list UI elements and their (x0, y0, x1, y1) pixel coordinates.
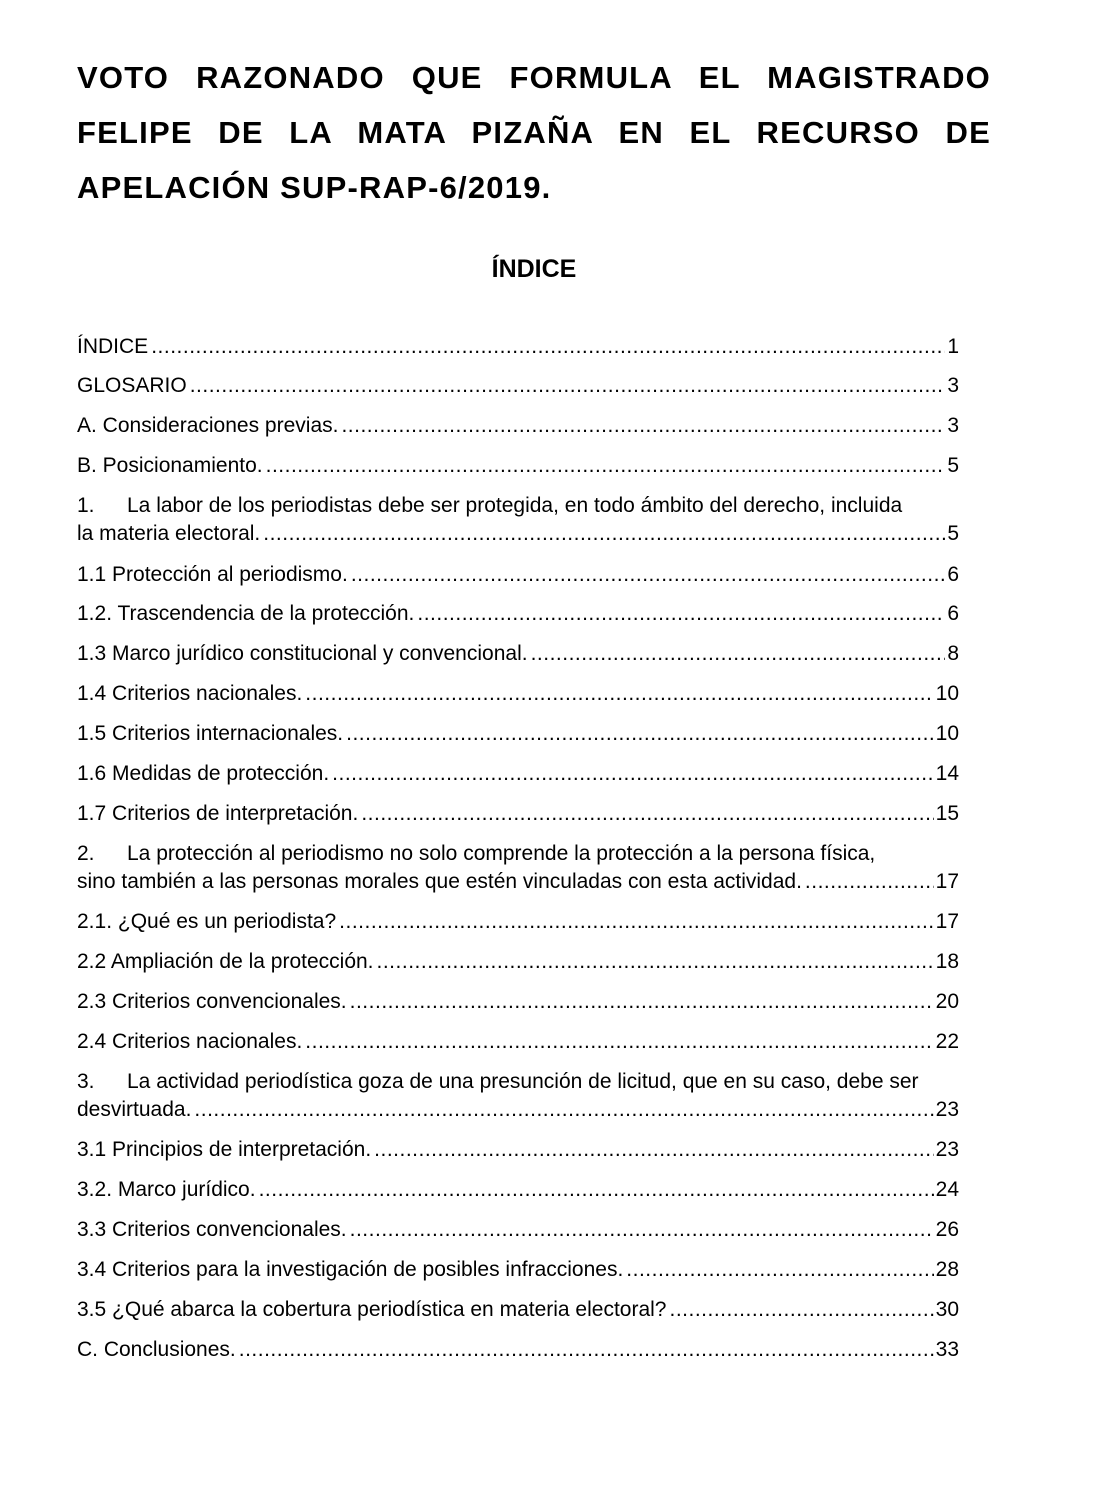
toc-entry-title: 1.5 Criterios internacionales. (77, 722, 344, 745)
dot-leader (377, 948, 934, 976)
toc-entry-title: 1.3 Marco jurídico constitucional y convencional. (77, 642, 528, 665)
toc-entry[interactable] (77, 561, 959, 589)
toc-entry-page: 28 (935, 1258, 959, 1281)
toc-entry-page: 10 (935, 682, 959, 705)
toc-entry-title: desvirtuada. (77, 1098, 192, 1121)
toc-entry-title: 2.1. ¿Qué es un periodista? (77, 910, 337, 933)
toc-entry-page: 33 (935, 1338, 959, 1361)
toc-entry-title: GLOSARIO (77, 374, 187, 397)
toc-entry-title: 2.4 Criterios nacionales. (77, 1030, 303, 1053)
toc-entry[interactable] (77, 492, 991, 548)
dot-leader (531, 640, 946, 668)
toc-entry-page: 3 (947, 374, 959, 397)
toc-entry-page: 22 (935, 1030, 959, 1053)
toc-entry[interactable] (77, 1068, 991, 1124)
toc-entry[interactable] (77, 720, 959, 748)
dot-leader (266, 452, 946, 480)
toc-entry-first-line: La labor de los periodistas debe ser protegida, en todo ámbito del derecho, incluida (127, 494, 903, 517)
toc-entry[interactable] (77, 988, 959, 1016)
toc-entry-page: 30 (935, 1298, 959, 1321)
toc-entry-title: 1.6 Medidas de protección. (77, 762, 330, 785)
toc-entry-page: 5 (947, 522, 959, 545)
toc-entry-title: 3.5 ¿Qué abarca la cobertura periodística en materia electoral? (77, 1298, 667, 1321)
dot-leader (361, 800, 933, 828)
title-line: FELIPE DE LA MATA PIZAÑA EN EL RECURSO DE (77, 115, 991, 150)
toc-entry-page: 23 (935, 1098, 959, 1121)
dot-leader (151, 333, 945, 361)
toc-entry[interactable] (77, 1176, 959, 1204)
toc-entry-page: 15 (935, 802, 959, 825)
toc-entry[interactable] (77, 680, 959, 708)
toc-entry-number: 3. (77, 1070, 95, 1093)
toc-entry[interactable] (77, 333, 959, 361)
toc-entry[interactable] (77, 452, 959, 480)
dot-leader (374, 1136, 933, 1164)
toc-entry-page: 10 (935, 722, 959, 745)
dot-leader (263, 520, 945, 548)
toc-entry[interactable] (77, 412, 959, 440)
toc-entry-page: 6 (947, 602, 959, 625)
toc-entry-title: 3.1 Principios de interpretación. (77, 1138, 372, 1161)
toc-entry-title: 1.1 Protección al periodismo. (77, 563, 348, 586)
toc-entry-title: ÍNDICE (77, 335, 149, 358)
dot-leader (670, 1296, 934, 1324)
dot-leader (350, 988, 934, 1016)
dot-leader (626, 1256, 933, 1284)
index-heading: ÍNDICE (491, 255, 577, 283)
document-title (77, 50, 991, 215)
title-line: VOTO RAZONADO QUE FORMULA EL MAGISTRADO (77, 60, 991, 95)
toc-entry-page: 17 (935, 910, 959, 933)
title-line: APELACIÓN SUP-RAP-6/2019. (77, 170, 552, 205)
toc-entry-page: 17 (935, 870, 959, 893)
toc-entry-page: 18 (935, 950, 959, 973)
toc-entry[interactable] (77, 1136, 959, 1164)
toc-entry-page: 8 (947, 642, 959, 665)
toc-entry-page: 26 (935, 1218, 959, 1241)
toc-entry-title: sino también a las personas morales que estén vinculadas con esta actividad. (77, 870, 802, 893)
dot-leader (417, 600, 945, 628)
toc-entry-number: 2. (77, 842, 95, 865)
toc-entry-title: 1.2. Trascendencia de la protección. (77, 602, 415, 625)
toc-entry[interactable] (77, 640, 959, 668)
dot-leader (341, 412, 945, 440)
toc-entry-page: 14 (935, 762, 959, 785)
toc-entry-title: 1.7 Criterios de interpretación. (77, 802, 359, 825)
dot-leader (239, 1336, 934, 1364)
dot-leader (305, 1028, 933, 1056)
dot-leader (190, 372, 946, 400)
dot-leader (805, 868, 934, 896)
toc-entry-title: C. Conclusiones. (77, 1338, 236, 1361)
toc-entry-title: 2.2 Ampliación de la protección. (77, 950, 374, 973)
toc-entry-page: 1 (947, 335, 959, 358)
toc-entry-title: la materia electoral. (77, 522, 261, 545)
dot-leader (346, 720, 934, 748)
toc-entry[interactable] (77, 840, 991, 896)
toc-entry[interactable] (77, 760, 959, 788)
dot-leader (259, 1176, 934, 1204)
toc-entry-first-line: La actividad periodística goza de una presunción de licitud, que en su caso, debe ser (127, 1070, 919, 1093)
dot-leader (339, 908, 933, 936)
dot-leader (305, 680, 933, 708)
toc-entry-number: 1. (77, 494, 95, 517)
toc-entry-title: B. Posicionamiento. (77, 454, 263, 477)
toc-entry-first-line: La protección al periodismo no solo comprende la protección a la persona física, (127, 842, 876, 865)
toc-entry[interactable] (77, 908, 959, 936)
toc-entry-title: 3.3 Criterios convencionales. (77, 1218, 347, 1241)
toc-entry[interactable] (77, 372, 959, 400)
toc-entry[interactable] (77, 1216, 959, 1244)
toc-entry-page: 6 (947, 563, 959, 586)
toc-entry-page: 5 (947, 454, 959, 477)
toc-entry-page: 23 (935, 1138, 959, 1161)
toc-entry[interactable] (77, 1296, 959, 1324)
toc-entry-title: 3.2. Marco jurídico. (77, 1178, 256, 1201)
toc-entry[interactable] (77, 800, 959, 828)
toc-entry-title: A. Consideraciones previas. (77, 414, 339, 437)
toc-entry-page: 3 (947, 414, 959, 437)
toc-entry-page: 20 (935, 990, 959, 1013)
toc-entry-title: 2.3 Criterios convencionales. (77, 990, 347, 1013)
dot-leader (350, 1216, 934, 1244)
toc-entry[interactable] (77, 600, 959, 628)
dot-leader (194, 1096, 933, 1124)
toc-entry-title: 1.4 Criterios nacionales. (77, 682, 303, 705)
toc-entry[interactable] (77, 1336, 959, 1364)
dot-leader (351, 561, 946, 589)
dot-leader (332, 760, 933, 788)
toc-entry-page: 24 (935, 1178, 959, 1201)
toc-entry[interactable] (77, 948, 959, 976)
toc-entry[interactable] (77, 1256, 959, 1284)
toc-entry-title: 3.4 Criterios para la investigación de posibles infracciones. (77, 1258, 624, 1281)
toc-entry[interactable] (77, 1028, 959, 1056)
